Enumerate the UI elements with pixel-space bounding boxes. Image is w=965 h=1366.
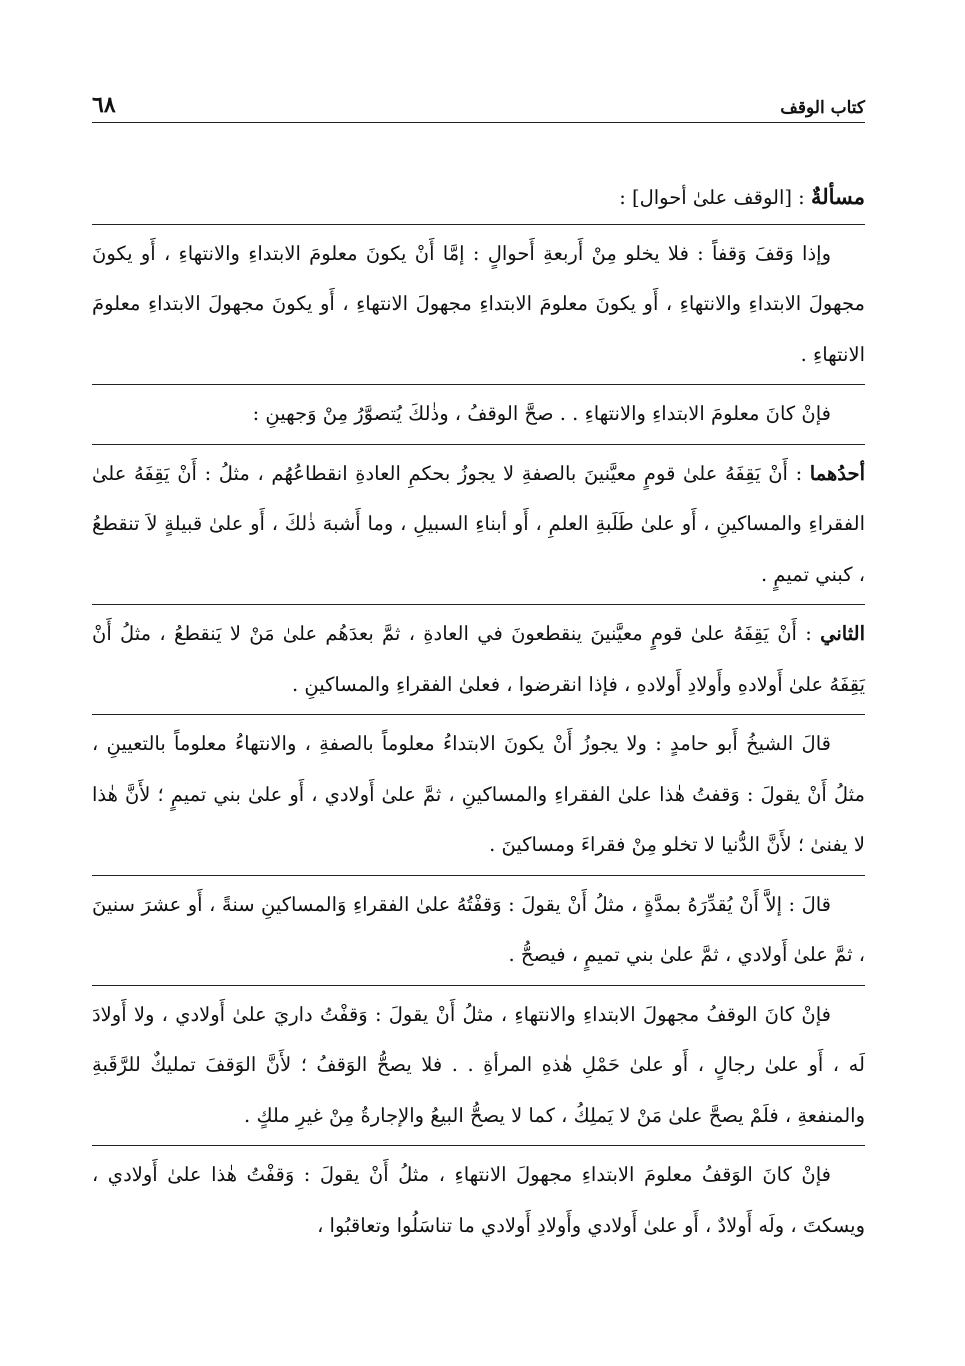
paragraph-text: : أَنْ يَقِفَهُ علىٰ قومٍ معيَّنينَ بالصفةِ لا يجوزُ بحكمِ العادةِ انقطاعُهُم ، مثلُ : أَنْ يَقِفَهُ علىٰ الفقراءِ والمساكينِ ، أَو علىٰ طَلَبةِ العلمِ ، أَو أبناءِ السبيلِ ، وما أَشبهَ ذٰلكَ ، أَو علىٰ قبيلةٍ لاَ تنقطعُ ، كبني تميمٍ . bbox=[92, 461, 865, 586]
paragraph-text: فإنْ كانَ الوَقفُ معلومَ الابتداءِ مجهولَ الانتهاءِ ، مثلُ أَنْ يقولَ : وَقفْتُ هٰذا علىٰ أَولادي ، ويسكتَ ، ولَه أَولادٌ ، أَو علىٰ أَولادي وأَولادِ أَولادي ما تناسَلُوا وتعاقبُوا ، bbox=[92, 1163, 865, 1237]
paragraph-text: قالَ الشيخُ أَبو حامدٍ : ولا يجوزُ أَنْ يكونَ الابتداءُ معلوماً بالصفةِ ، والانتهاءُ معلوماً بالتعيينِ ، مثلُ أَنْ يقولَ : وَقفتُ هٰذا علىٰ الفقراءِ والمساكينِ ، ثمَّ علىٰ أَولادي ، أَو علىٰ بني تميمٍ ؛ لأَنَّ هٰذا لا يفنىٰ ؛ لأَنَّ الدُّنيا لا تخلو مِنْ فقراءَ ومساكينَ . bbox=[92, 732, 865, 856]
page-body bbox=[92, 172, 865, 1255]
paragraph-text: قالَ : إلاَّ أَنْ يُقدِّرَهُ بمدَّةٍ ، مثلُ أَنْ يقولَ : وَقفْتُهُ علىٰ الفقراءِ وَالمساكينِ سنةً ، أَو عشرَ سنينَ ، ثمَّ علىٰ أَولادي ، ثمَّ علىٰ بني تميمٍ ، فيصحُّ . bbox=[92, 892, 865, 966]
page-number: ٦٨ bbox=[92, 92, 116, 118]
paragraph-5 bbox=[92, 719, 865, 871]
running-header bbox=[92, 84, 865, 123]
book-page bbox=[92, 0, 865, 1366]
section-heading bbox=[92, 172, 865, 224]
paragraph-text: فإنْ كانَ معلومَ الابتداءِ والانتهاءِ . . صحَّ الوقفُ ، وذٰلكَ يُتصوَّرُ مِنْ وَجهينِ : bbox=[252, 402, 831, 425]
paragraph-block bbox=[92, 986, 865, 1146]
section-separator: : bbox=[791, 186, 811, 209]
paragraph-6 bbox=[92, 880, 865, 981]
section-title: [الوقف علىٰ أحوال] : bbox=[619, 186, 792, 209]
paragraph-text: : أَنْ يَقِفَهُ علىٰ قومٍ معيَّنينَ ينقطعونَ في العادةِ ، ثمَّ بعدَهُم علىٰ مَنْ لا يَنقطعُ ، مثلُ أَنْ يَقِفَهُ علىٰ أَولادهِ وأَولادِ أَولادهِ ، فإذا انقرضوا ، فعلىٰ الفقراءِ والمساكينِ . bbox=[92, 622, 865, 696]
paragraph-block bbox=[92, 445, 865, 605]
paragraph-4 bbox=[92, 609, 865, 710]
paragraph-lead: الثاني bbox=[820, 622, 865, 645]
paragraph-lead: أحدُهما bbox=[809, 461, 865, 485]
paragraph-block bbox=[92, 1146, 865, 1255]
paragraph-block bbox=[92, 225, 865, 385]
paragraph-block bbox=[92, 605, 865, 714]
paragraph-3 bbox=[92, 449, 865, 601]
book-title: كتاب الوقف bbox=[780, 98, 865, 118]
paragraph-7 bbox=[92, 990, 865, 1142]
paragraph-block bbox=[92, 715, 865, 875]
paragraph-block bbox=[92, 385, 865, 444]
paragraph-2 bbox=[92, 389, 865, 440]
paragraph-1 bbox=[92, 229, 865, 381]
paragraph-text: وإذا وَقفَ وَقفاً : فلا يخلو مِنْ أَربعةِ أَحوالٍ : إمَّا أَنْ يكونَ معلومَ الابتداءِ والانتهاءِ ، أَو يكونَ مجهولَ الابتداءِ والانتهاءِ ، أَو يكونَ معلومَ الابتداءِ مجهولَ الانتهاءِ ، أَو يكونَ مجهولَ الابتداءِ معلومَ الانتهاءِ . bbox=[92, 241, 865, 366]
paragraph-block bbox=[92, 876, 865, 985]
paragraph-8 bbox=[92, 1150, 865, 1251]
paragraph-text: فإنْ كانَ الوقفُ مجهولَ الابتداءِ والانتهاءِ ، مثلُ أَنْ يقولَ : وَقفْتُ داريَ علىٰ أَولادي ، ولا أَولادَ لَه ، أَو علىٰ رجالٍ ، أَو علىٰ حَمْلِ هٰذهِ المرأةِ . . فلا يصحُّ الوَقفُ ؛ لأَنَّ الوَقفَ تمليكٌ للرَّقَبةِ والمنفعةِ ، فلَمْ يصحَّ علىٰ مَنْ لا يَملِكُ ، كما لا يصحُّ البيعُ والإجارةُ مِنْ غيرِ ملكٍ . bbox=[92, 1002, 865, 1127]
section-label: مسألةٌ bbox=[810, 184, 865, 209]
